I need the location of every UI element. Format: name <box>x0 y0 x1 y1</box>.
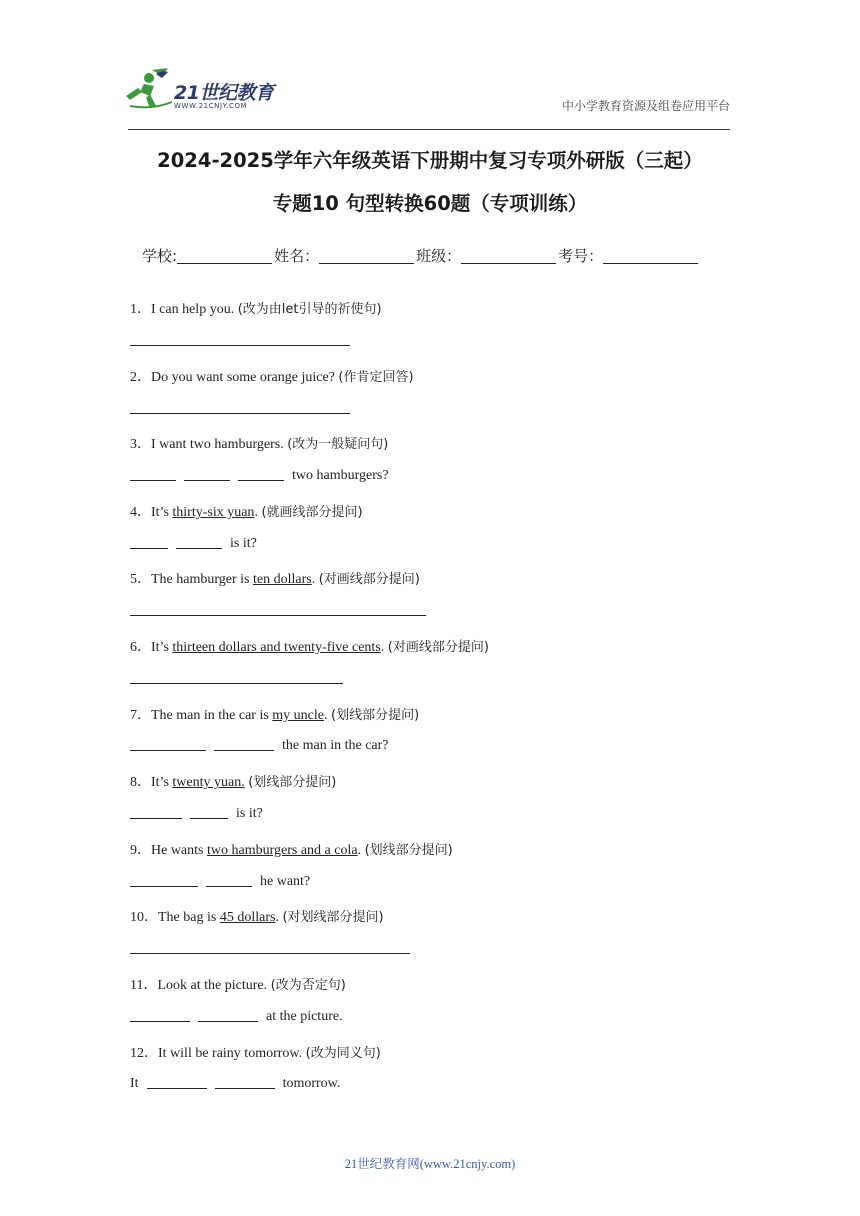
page-header <box>122 66 732 130</box>
answer-row-9 <box>130 873 310 890</box>
name-label: 姓名： <box>274 247 320 265</box>
question-text-end: . <box>357 843 365 858</box>
answer-row-4 <box>130 535 257 552</box>
question-text-end: . <box>275 910 283 925</box>
question-instruction: (改为由let引导的祈使句) <box>237 302 382 317</box>
answer-blank[interactable] <box>176 535 222 549</box>
question-instruction: (划线部分提问) <box>331 708 420 723</box>
question-7 <box>130 704 419 724</box>
question-text: The hamburger is <box>151 572 253 587</box>
answer-blank[interactable] <box>130 467 176 481</box>
page-footer: 21世纪教育网(www.21cnjy.com) <box>344 1157 516 1171</box>
question-text-end: . <box>254 505 262 520</box>
underlined-part: thirty-six yuan <box>172 505 255 520</box>
answer-blank[interactable] <box>206 873 252 887</box>
question-4 <box>130 501 363 521</box>
question-12 <box>130 1042 381 1062</box>
answer-text: at the picture. <box>266 1009 343 1024</box>
underlined-part: two hamburgers and a cola <box>207 843 358 858</box>
question-number: 6． <box>130 640 151 655</box>
question-instruction: (改为一般疑问句) <box>287 437 389 452</box>
question-text: Do you want some orange juice? <box>151 370 339 385</box>
answer-blank[interactable] <box>130 535 168 549</box>
question-number: 5． <box>130 572 151 587</box>
answer-blank[interactable] <box>184 467 230 481</box>
question-text: It’s <box>151 640 173 655</box>
question-number: 11． <box>130 978 158 993</box>
answer-text-start: It <box>130 1076 139 1091</box>
student-info-row <box>142 245 700 266</box>
question-number: 10． <box>130 910 158 925</box>
answer-text: is it? <box>230 536 257 551</box>
logo <box>122 66 292 116</box>
question-instruction: (改为否定句) <box>270 978 346 993</box>
class-field[interactable] <box>461 247 556 264</box>
logo-text: 21世纪教育 <box>174 82 274 104</box>
question-number: 1． <box>130 302 151 317</box>
answer-blank[interactable] <box>130 1008 190 1022</box>
underlined-part: ten dollars <box>253 572 312 587</box>
answer-blank[interactable] <box>198 1008 258 1022</box>
answer-line-5[interactable] <box>130 615 426 616</box>
answer-row-12 <box>130 1075 340 1092</box>
question-text: I can help you. <box>151 302 238 317</box>
answer-text: tomorrow. <box>282 1076 341 1091</box>
question-2 <box>130 366 414 386</box>
question-number: 12． <box>130 1046 158 1061</box>
question-number: 8． <box>130 775 151 790</box>
question-text: It’s <box>151 505 173 520</box>
question-instruction: (对画线部分提问) <box>387 640 489 655</box>
question-instruction: (改为同义句) <box>305 1046 381 1061</box>
question-text: It’s <box>151 775 173 790</box>
answer-blank[interactable] <box>130 873 198 887</box>
runner-logo-icon <box>122 66 182 114</box>
underlined-part: 45 dollars <box>219 910 276 925</box>
underlined-part: thirteen dollars and twenty-five cents <box>172 640 381 655</box>
question-instruction: (作肯定回答) <box>338 370 414 385</box>
question-text-end: . <box>324 708 332 723</box>
question-6 <box>130 636 489 656</box>
question-instruction: (就画线部分提问) <box>261 505 363 520</box>
answer-blank[interactable] <box>214 737 274 751</box>
underlined-part: twenty yuan. <box>172 775 245 790</box>
question-instruction: (对画线部分提问) <box>318 572 420 587</box>
answer-row-8 <box>130 805 263 822</box>
answer-line-6[interactable] <box>130 683 343 684</box>
answer-line-1[interactable] <box>130 345 350 346</box>
question-number: 9． <box>130 843 151 858</box>
question-text: Look at the picture. <box>157 978 271 993</box>
question-instruction: (划线部分提问) <box>248 775 337 790</box>
school-field[interactable] <box>177 247 272 264</box>
answer-blank[interactable] <box>147 1075 207 1089</box>
underlined-part: my uncle <box>272 708 325 723</box>
question-text: I want two hamburgers. <box>151 437 288 452</box>
question-text: The bag is <box>158 910 220 925</box>
answer-text: is it? <box>236 806 263 821</box>
answer-row-7 <box>130 737 389 754</box>
school-label: 学校: <box>142 247 178 265</box>
question-number: 4． <box>130 505 151 520</box>
answer-line-2[interactable] <box>130 413 350 414</box>
answer-text: the man in the car? <box>282 738 389 753</box>
answer-blank[interactable] <box>190 805 228 819</box>
question-text-end: . <box>311 572 319 587</box>
question-instruction: (划线部分提问) <box>364 843 453 858</box>
answer-line-10[interactable] <box>130 953 410 954</box>
answer-blank[interactable] <box>238 467 284 481</box>
answer-text: two hamburgers? <box>292 468 389 483</box>
answer-blank[interactable] <box>215 1075 275 1089</box>
question-1 <box>130 298 382 318</box>
answer-text: he want? <box>260 874 311 889</box>
question-text: It will be rainy tomorrow. <box>158 1046 306 1061</box>
platform-name: 中小学教育资源及组卷应用平台 <box>561 99 730 113</box>
logo-url: WWW.21CNJY.COM <box>174 102 248 110</box>
answer-blank[interactable] <box>130 805 182 819</box>
name-field[interactable] <box>319 247 414 264</box>
question-11 <box>130 974 346 994</box>
page-title: 2024-2025学年六年级英语下册期中复习专项外研版（三起） <box>157 149 703 172</box>
number-field[interactable] <box>603 247 698 264</box>
page-subtitle: 专题10 句型转换60题（专项训练） <box>272 192 588 215</box>
question-number: 7． <box>130 708 151 723</box>
question-number: 2． <box>130 370 151 385</box>
answer-row-11 <box>130 1008 343 1025</box>
question-text: The man in the car is <box>151 708 273 723</box>
class-label: 班级： <box>416 247 462 265</box>
question-10 <box>130 906 384 926</box>
question-text: He wants <box>151 843 207 858</box>
answer-row-3 <box>130 467 389 484</box>
question-5 <box>130 568 420 588</box>
answer-blank[interactable] <box>130 737 206 751</box>
question-number: 3． <box>130 437 151 452</box>
question-instruction: (对划线部分提问) <box>282 910 384 925</box>
question-3 <box>130 433 388 453</box>
question-8 <box>130 771 336 791</box>
header-divider <box>128 129 730 130</box>
question-9 <box>130 839 453 859</box>
question-text-end: . <box>380 640 388 655</box>
number-label: 考号： <box>558 247 604 265</box>
